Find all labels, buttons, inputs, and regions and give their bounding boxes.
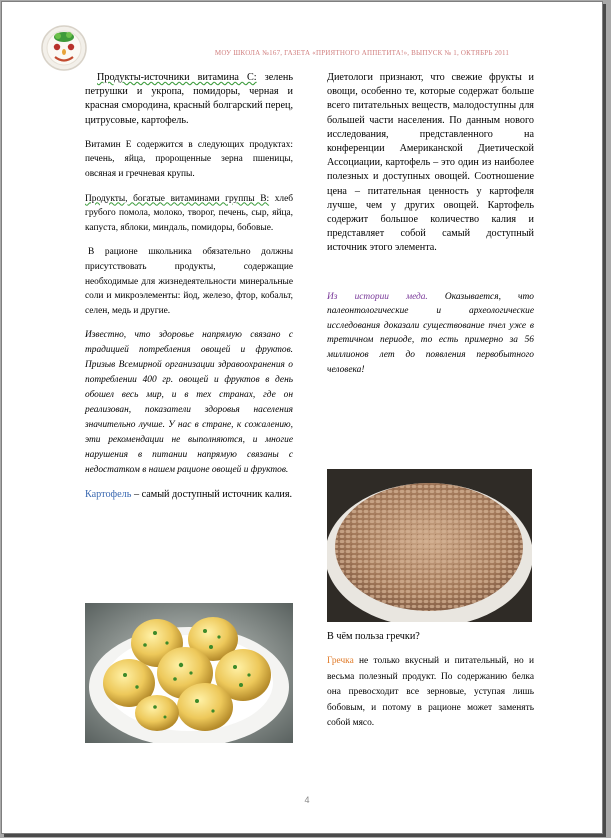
- vitamin-e-paragraph: Витамин Е содержится в следующих продуктах: печень, яйца, пророщенные зерна пшеницы, овсяная и гречневая крупы.: [85, 139, 293, 179]
- buckwheat-text: не только вкусный и питательный, но и весьма полезный продукт. По содержанию белка она превосходит все зерновые, уступая лишь бобовым, и потому в рационе может заменять собой мясо.: [327, 656, 534, 729]
- minerals-paragraph: В рационе школьника обязательно должны присутствовать продукты, содержащие необходимые для жизнедеятельности минеральные соли и микроэлементы: йод, железо, фтор, кобальт, селен, медь и другие.: [85, 247, 293, 316]
- vegetables-health-paragraph: Известно, что здоровье напрямую связано с традицией потребления овощей и фруктов. Призыв Всемирной организации здравоохранения о потреблении 400 гр. овощей и фруктов в день обошел весь мир, и в тех странах, где он реализован, показатели здоровья населения значительно лучше. У нас в стране, к сожалению, эти рекомендации не выполняются, и многие нарушения в питании напрямую связаны с недостатком в нашем рационе овощей и фруктов.: [85, 330, 293, 476]
- buckwheat-question: В чём польза гречки?: [327, 631, 420, 642]
- vitamin-b-list: хлеб грубого помола, молоко, творог, печень, сыр, яйца, капуста, яблоки, миндаль, помидоры, бобовые.: [85, 193, 294, 233]
- right-column: [327, 71, 534, 387]
- buckwheat-photo: [327, 469, 532, 622]
- potato-caption-text: – самый доступный источник калия.: [131, 489, 293, 501]
- right-column-lower: [327, 630, 534, 742]
- honey-history-highlight: Из истории меда.: [327, 291, 428, 302]
- vitamin-c-list: зелень петрушки и укропа, помидоры, черная и красная смородина, красный болгарский перец, цитрусовые, картофель.: [85, 72, 293, 126]
- honey-history-paragraph: [327, 290, 534, 378]
- potato-caption-highlight: Картофель: [85, 489, 132, 501]
- vitamin-b-paragraph: [85, 192, 293, 236]
- smiley-plate-logo: [40, 24, 88, 72]
- left-column: [85, 71, 293, 513]
- buckwheat-paragraph: [327, 654, 534, 732]
- honey-history-text: Оказывается, что палеонтологические и археологические исследования доказали существование пчел уже в третичном периоде, то есть примерно за 56 миллионов лет до появления первобытного человека!: [327, 291, 534, 375]
- vitamin-c-paragraph: [85, 71, 293, 128]
- vitamin-b-lead: Продукты, богатые витаминами группы В:: [85, 193, 270, 204]
- dietologists-paragraph: Диетологи признают, что свежие фрукты и овощи, особенно те, которые содержат больше всего питательных веществ, малодоступны для большей части населения. По данным нового исследования, представленного на конференции Американской Диетической Ассоциации, картофель – это один из наиболее полезных и доступных овощей. Соотношение цена – питательная ценность у картофеля лучше, чем у других овощей. Картофель содержит большое количество калия и представляет собой самый доступный источник этого элемента.: [327, 72, 534, 254]
- buckwheat-highlight: Гречка: [327, 656, 354, 667]
- potato-photo: [85, 603, 293, 743]
- potato-caption: [85, 488, 293, 502]
- document-page: [1, 1, 603, 834]
- page-number: 4: [304, 795, 310, 805]
- vitamin-c-lead: Продукты-источники витамина С:: [97, 72, 257, 83]
- running-header: МОУ ШКОЛА №167, ГАЗЕТА «ПРИЯТНОГО АППЕТИТА!», ВЫПУСК № 1, ОКТЯБРЬ 2011: [214, 49, 510, 57]
